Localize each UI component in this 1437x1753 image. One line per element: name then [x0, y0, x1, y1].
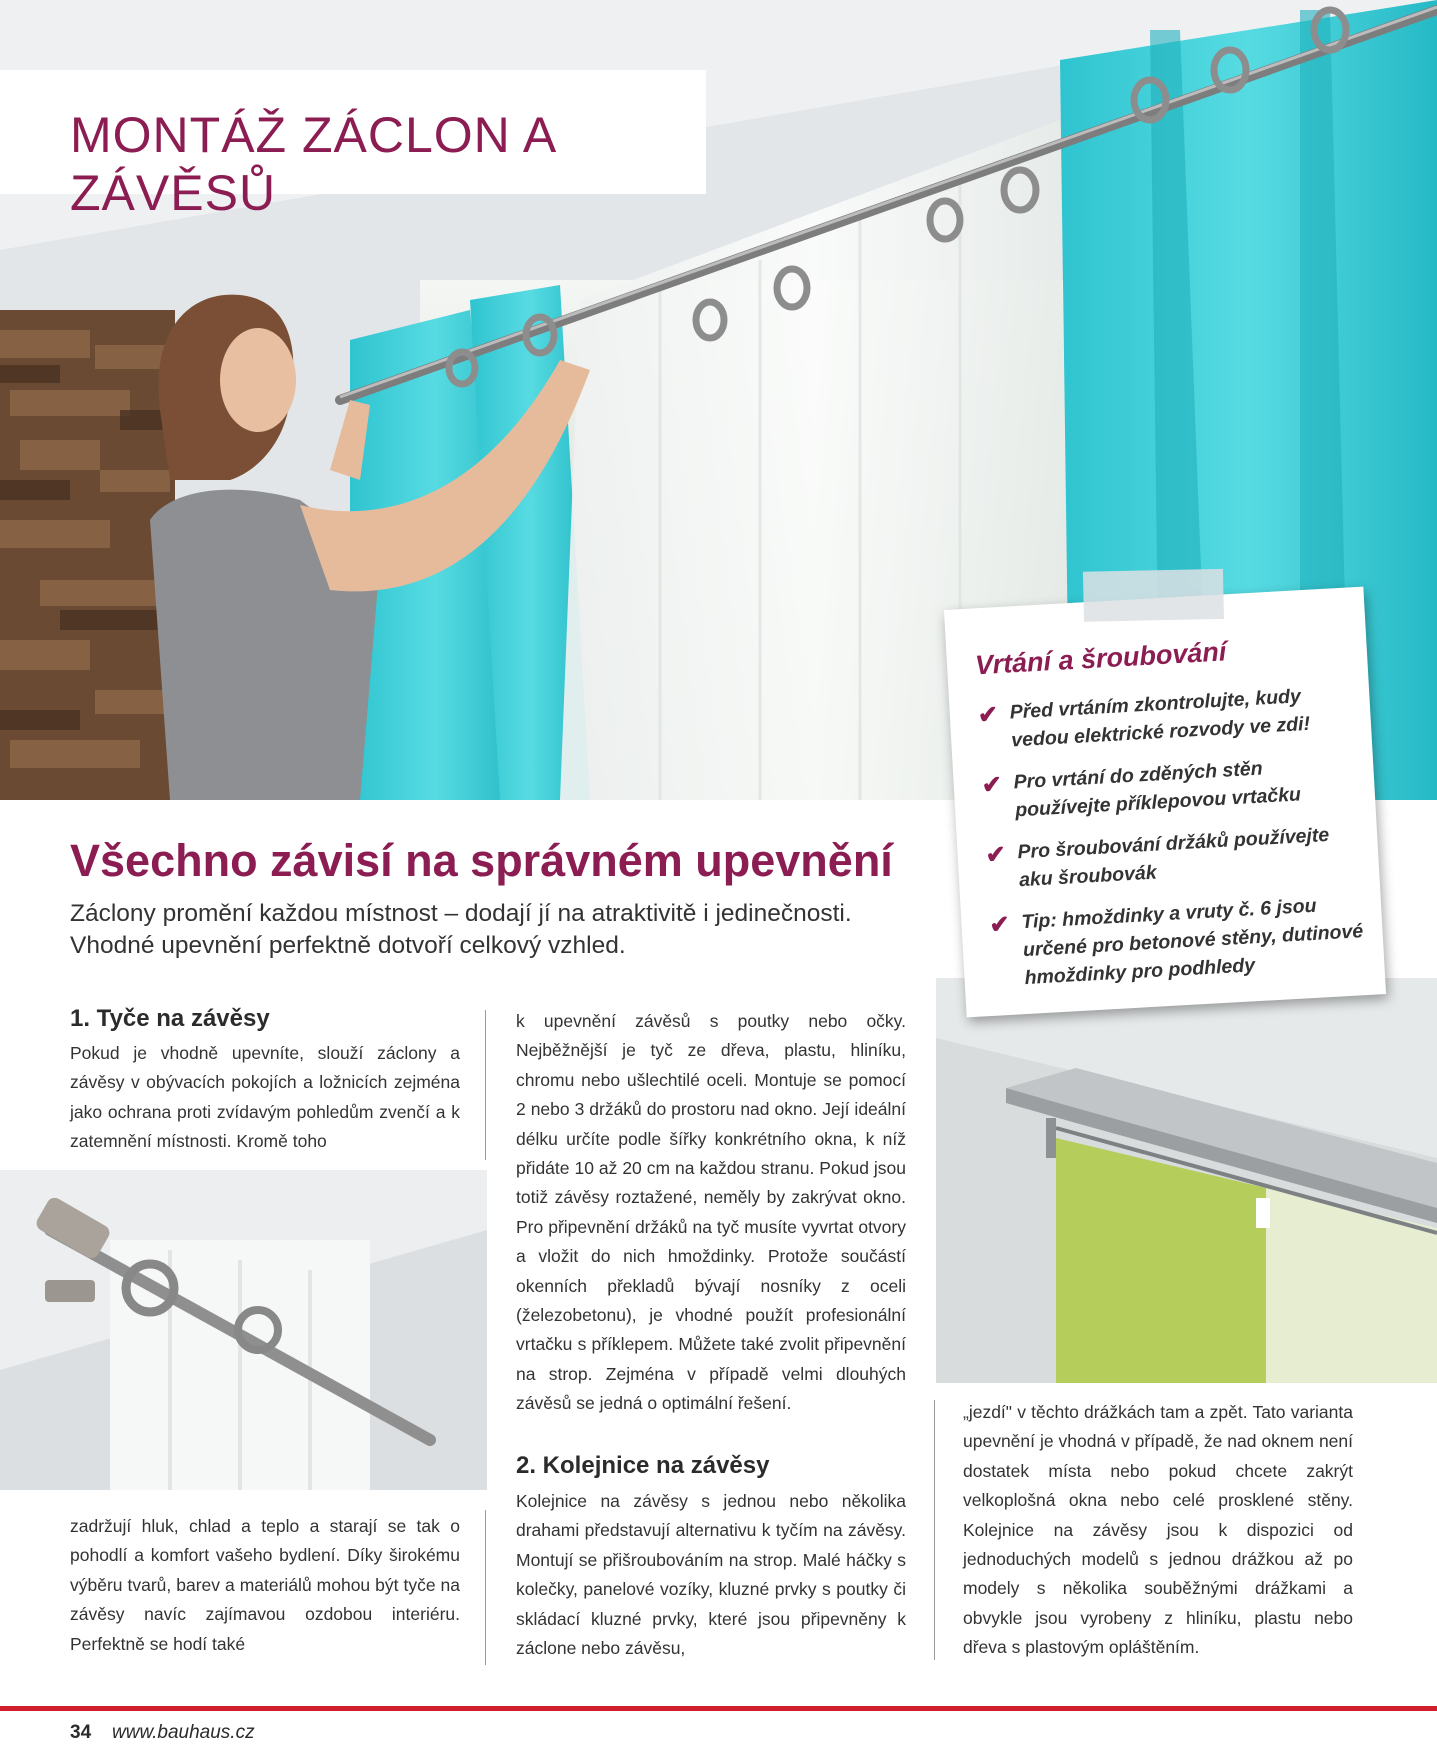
- checkmark-icon: ✔: [981, 771, 1003, 800]
- tip-item-text: Pro šroubování držáků používejte aku šroubovák: [1016, 823, 1330, 892]
- column-divider: [485, 1510, 486, 1665]
- section2-text-b: „jezdí" v těchto drážkách tam a zpět. Tato varianta upevnění je vhodná v případě, že nad oknem není dostatek místa nebo pokud chcete zakrýt velkoplošná okna nebo celé prosklené stěny. Kolejnice na závěsy jsou k dispozici od jednoduchých modelů s jednou drážkou až po modely s několika souběžnými drážkami a obvykle jsou vyrobeny z hliníku, plastu nebo dřeva s plastovým opláštěním.: [963, 1402, 1353, 1658]
- tape: [1083, 569, 1224, 622]
- page-title-box: [0, 70, 706, 221]
- tip-item-text: Před vrtáním zkontrolujte, kudy vedou elektrické rozvody ve zdi!: [1009, 685, 1311, 752]
- curtain-rod-photo: [0, 1170, 487, 1490]
- checkmark-icon: ✔: [984, 840, 1007, 870]
- column-divider: [934, 1400, 935, 1660]
- tip-item: [985, 819, 1368, 896]
- checkmark-icon: ✔: [988, 910, 1011, 939]
- page-number: 34: [70, 1722, 92, 1743]
- lead-paragraph: Záclony promění každou místnost – dodají jí na atraktivitě i jedinečnosti. Vhodné upevnění perfektně dotvoří celkový vzhled.: [70, 900, 852, 959]
- section1-text-b: zadržují hluk, chlad a teplo a starají se tak o pohodlí a komfort vašeho bydlení. Díky širokému výběru tvarů, barev a materiálů mohou být tyče na závěsy navíc zajímavou ozdobou interiéru. Perfektně se hodí také: [70, 1516, 460, 1654]
- checkmark-icon: ✔: [977, 701, 999, 730]
- column-divider: [485, 1010, 486, 1160]
- section2-text-a: Kolejnice na závěsy s jednou nebo několika drahami představují alternativu k tyčím na závěsy. Montují se přišroubováním na strop. Malé háčky s kolečky, panelové vozíky, kluzné prvky s poutky či skládací kluzné prvky, které jsou připevněny k záclone nebo závěsu,: [516, 1491, 906, 1659]
- tip-list: [977, 679, 1374, 1008]
- tip-title: Vrtání a šroubování: [974, 636, 1228, 681]
- tip-item-text: Tip: hmoždinky a vruty č. 6 jsou určené pro betonové stěny, dutinové hmoždinky pro podhledy: [1020, 894, 1364, 990]
- tip-item-text: Pro vrtání do zděných stěn používejte příklepovou vrtačku: [1013, 757, 1302, 822]
- drilling-tip-card: [944, 587, 1386, 1018]
- section1-heading: 1. Tyče na závěsy: [70, 1005, 270, 1032]
- section2-heading: 2. Kolejnice na závěsy: [516, 1452, 770, 1479]
- tip-item: [981, 749, 1364, 826]
- curtain-rail-photo: [936, 978, 1437, 1383]
- curtain-rail-illustration: [936, 978, 1437, 1383]
- page-title: MONTÁŽ ZÁCLON A ZÁVĚSŮ: [70, 107, 555, 221]
- website-link[interactable]: www.bauhaus.cz: [112, 1722, 255, 1743]
- section1-text-c: k upevnění závěsů s poutky nebo očky. Nejběžnější je tyč ze dřeva, plastu, hliníku, chromu nebo ušlechtilé oceli. Montuje se pomocí 2 nebo 3 držáků do prostoru nad okno. Její ideální délku určíte podle šířky konkrétního okna, k níž přidáte 10 až 20 cm na každou stranu. Pokud jsou totiž závěsy roztažené, neměly by zakrývat okno. Pro připevnění držáků na tyč musíte vyvrtat otvory a vložit do nich hmoždinky. Protože součástí okenních překladů bývají nosníky z oceli (železobetonu), je vhodné použít profesionální vrtačku s příklepem. Můžete také zvolit připevnění na strop. Zejména v případě velmi dlouhých závěsů se jedná o optimální řešení.: [516, 1011, 906, 1414]
- footer-rule: [0, 1706, 1437, 1711]
- section1-text-a: Pokud je vhodně upevníte, slouží záclony a závěsy v obývacích pokojích a ložnicích zejména jako ochrana proti zvídavým pohledům zvenčí a k zatemnění místnosti. Kromě toho: [70, 1043, 460, 1152]
- tip-item: [977, 679, 1360, 756]
- headline: Všechno závisí na správném upevnění: [70, 835, 893, 886]
- curtain-rod-illustration: [0, 1170, 487, 1490]
- tip-item: [989, 889, 1373, 994]
